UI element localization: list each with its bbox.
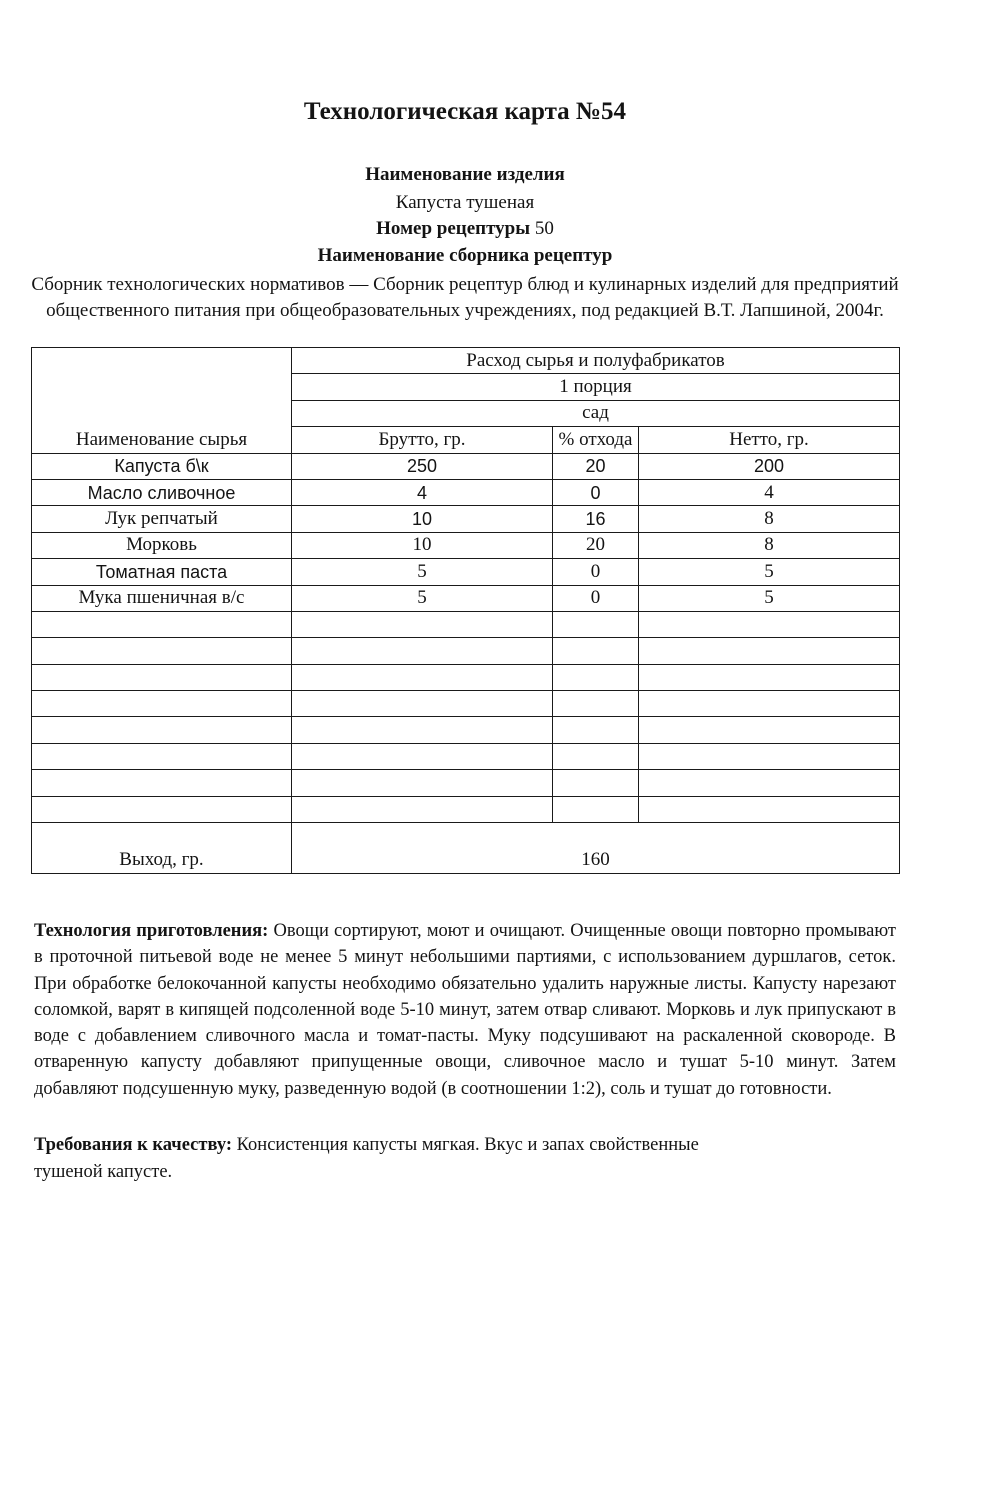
raw-material-header: Наименование сырья — [32, 348, 292, 454]
collection-text: Сборник технологических нормативов — Сборник рецептур блюд и кулинарных изделий для предприятий общественного питания при общеобразовательных учреждениях, под редакцией В.Т. Лапшиной, 2004г. — [31, 274, 899, 321]
empty-row — [32, 638, 900, 664]
empty-cell — [292, 796, 553, 822]
empty-cell — [553, 611, 639, 637]
gross-header: Брутто, гр. — [292, 427, 553, 453]
table-header-row — [32, 348, 900, 374]
empty-cell — [553, 796, 639, 822]
technology-paragraph — [34, 918, 896, 1102]
ingredient-name: Капуста б\к — [32, 453, 292, 479]
empty-cell — [553, 743, 639, 769]
ingredient-name: Морковь — [32, 532, 292, 558]
empty-cell — [292, 638, 553, 664]
empty-cell — [553, 717, 639, 743]
quality-paragraph — [34, 1132, 896, 1186]
empty-cell — [639, 796, 900, 822]
empty-cell — [553, 770, 639, 796]
collection-label: Наименование сборника рецептур — [317, 245, 613, 266]
table-row — [32, 532, 900, 558]
recipe-number-label: Номер рецептуры — [376, 218, 531, 239]
empty-row — [32, 717, 900, 743]
ingredient-net: 200 — [639, 453, 900, 479]
ingredient-net: 5 — [639, 585, 900, 611]
empty-cell — [292, 717, 553, 743]
output-label: Выход, гр. — [32, 823, 292, 874]
empty-cell — [32, 638, 292, 664]
output-row — [32, 823, 900, 874]
ingredient-waste: 20 — [553, 532, 639, 558]
technology-label: Технология приготовления: — [34, 921, 269, 941]
empty-cell — [292, 691, 553, 717]
group-header: сад — [292, 400, 900, 426]
ingredient-waste: 0 — [553, 559, 639, 585]
portion-header: 1 порция — [292, 374, 900, 400]
quality-label: Требования к качеству: — [34, 1135, 232, 1155]
ingredient-name: Лук репчатый — [32, 506, 292, 532]
empty-row — [32, 743, 900, 769]
ingredient-waste: 0 — [553, 479, 639, 505]
empty-cell — [292, 664, 553, 690]
ingredient-gross: 5 — [292, 559, 553, 585]
ingredient-gross: 10 — [292, 506, 553, 532]
ingredient-net: 8 — [639, 532, 900, 558]
ingredient-gross: 4 — [292, 479, 553, 505]
empty-row — [32, 770, 900, 796]
ingredient-waste: 0 — [553, 585, 639, 611]
empty-row — [32, 796, 900, 822]
empty-cell — [639, 611, 900, 637]
ingredients-table — [31, 347, 900, 874]
empty-cell — [32, 743, 292, 769]
empty-cell — [639, 743, 900, 769]
quality-text-2: тушеной капусте. — [34, 1162, 173, 1182]
table-row — [32, 479, 900, 505]
empty-row — [32, 691, 900, 717]
ingredient-waste: 16 — [553, 506, 639, 532]
ingredient-name: Мука пшеничная в/с — [32, 585, 292, 611]
empty-cell — [32, 770, 292, 796]
empty-cell — [639, 638, 900, 664]
waste-header: % отхода — [553, 427, 639, 453]
ingredient-name: Томатная паста — [32, 559, 292, 585]
ingredient-net: 4 — [639, 479, 900, 505]
empty-cell — [292, 770, 553, 796]
empty-cell — [292, 611, 553, 637]
net-header: Нетто, гр. — [639, 427, 900, 453]
empty-cell — [553, 638, 639, 664]
empty-cell — [639, 717, 900, 743]
ingredient-name: Масло сливочное — [32, 479, 292, 505]
quality-text-1: Консистенция капусты мягкая. Вкус и запах свойственные — [236, 1135, 699, 1155]
page-title: Технологическая карта №54 — [303, 98, 627, 125]
empty-cell — [32, 717, 292, 743]
empty-cell — [32, 664, 292, 690]
empty-cell — [553, 664, 639, 690]
table-row — [32, 453, 900, 479]
empty-cell — [639, 691, 900, 717]
ingredient-gross: 250 — [292, 453, 553, 479]
table-row — [32, 506, 900, 532]
consumption-header: Расход сырья и полуфабрикатов — [292, 348, 900, 374]
table-row — [32, 559, 900, 585]
table-row — [32, 585, 900, 611]
empty-cell — [553, 691, 639, 717]
empty-row — [32, 664, 900, 690]
ingredient-net: 5 — [639, 559, 900, 585]
recipe-number-line — [0, 218, 930, 240]
empty-cell — [639, 770, 900, 796]
ingredient-waste: 20 — [553, 453, 639, 479]
technology-text: Овощи сортируют, моют и очищают. Очищенные овощи повторно промывают в проточной питьевой воде не менее 5 минут небольшими партиями, с использованием дуршлагов, сеток. При обработке белокочанной капусты необходимо обязательно удалить наружные листы. Капусту нарезают соломкой, варят в кипящей подсоленной воде 5-10 минут, затем отвар сливают. Морковь и лук припускают в воде с добавлением сливочного масла и томат-пасты. Муку подсушивают на раскаленной сковороде. В отваренную капусту добавляют припущенные овощи, сливочное масло и тушат 5-10 минут. Затем добавляют подсушенную муку, разведенную водой (в соотношении 1:2), соль и тушат до готовности. — [34, 921, 897, 1099]
output-value: 160 — [292, 823, 900, 874]
quality-line-1 — [34, 1132, 896, 1159]
product-name: Капуста тушеная — [395, 192, 535, 213]
empty-cell — [32, 611, 292, 637]
product-label: Наименование изделия — [365, 164, 565, 185]
ingredient-net: 8 — [639, 506, 900, 532]
empty-cell — [32, 796, 292, 822]
empty-cell — [292, 743, 553, 769]
ingredient-gross: 5 — [292, 585, 553, 611]
empty-row — [32, 611, 900, 637]
empty-cell — [32, 691, 292, 717]
recipe-number: 50 — [534, 218, 554, 239]
ingredient-gross: 10 — [292, 532, 553, 558]
empty-cell — [639, 664, 900, 690]
